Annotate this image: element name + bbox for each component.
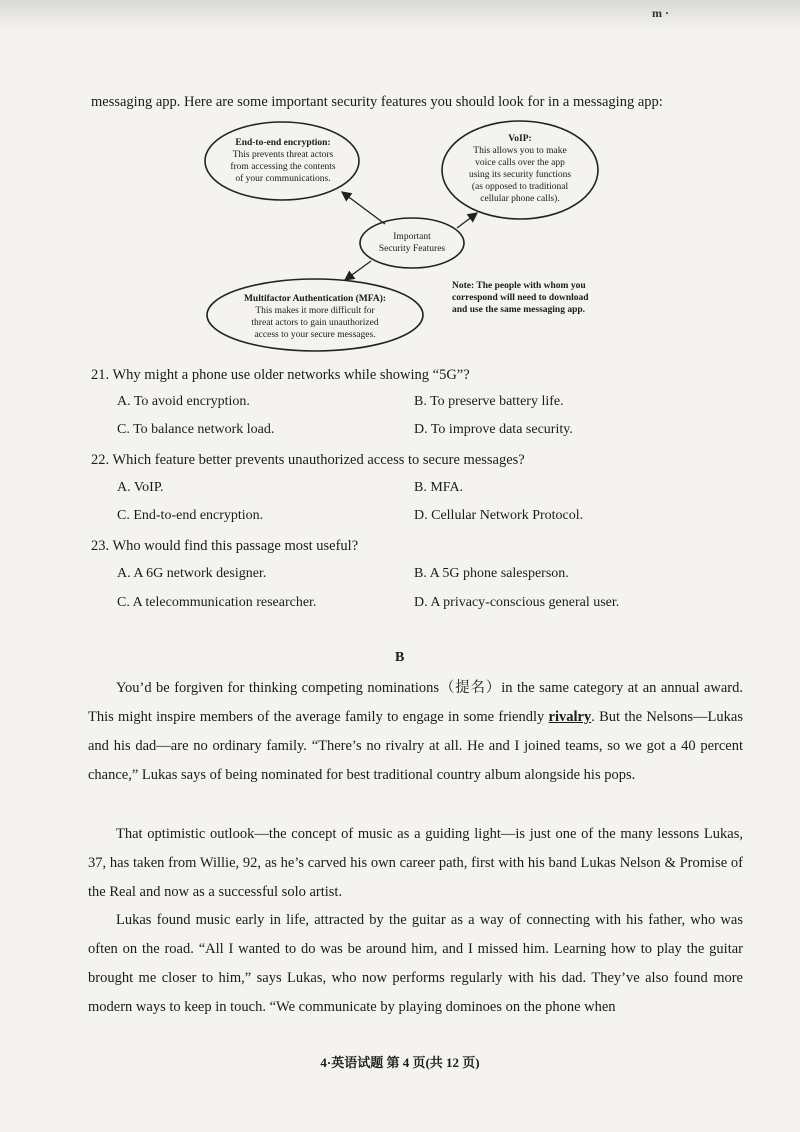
passage-paragraph-3: Lukas found music early in life, attracted by the guitar as a way of connecting with his father, who was often on the road. “All I wanted to do was be around him, and I missed him. Learning how to play the guitar brought me closer to him,” says Lukas, who now performs regularly with his dad. They’ve also found more modern ways to keep in touch. “We communicate by playing dominoes on the phone when — [88, 912, 743, 1015]
q21-option-d[interactable]: D. To improve data security. — [414, 422, 573, 437]
mfa-title: Multifactor Authentication (MFA): — [243, 294, 387, 304]
question-23: 23. Who would find this passage most useful? — [91, 538, 359, 554]
scan-top-shadow — [0, 0, 800, 30]
q22-option-c[interactable]: C. End-to-end encryption. — [117, 508, 264, 523]
q21-option-c[interactable]: C. To balance network load. — [117, 422, 275, 437]
passage-paragraph-1 — [88, 674, 743, 790]
mfa-line: threat actors to gain unauthorized — [251, 318, 379, 328]
note-line: correspond will need to download — [452, 293, 589, 303]
question-22: 22. Which feature better prevents unauthorized access to secure messages? — [91, 452, 525, 468]
arrow-to-voip — [457, 213, 477, 228]
note-line: Note: The people with whom you — [452, 281, 586, 291]
passage-paragraph-2: That optimistic outlook—the concept of music as a guiding light—is just one of the many lessons Lukas, 37, has taken from Willie, 92, as he’s carved his own career path, first with his band Lukas Nelson & Promise of the Real and now as a successful solo artist. — [88, 826, 743, 900]
passage-text: . But the Nelsons—Lukas and his dad—are no ordinary family. “There’s no rivalry at all. He and I joined teams, so we got a 40 percent chance,” Lukas says of being nominated for best traditional country album alongside his pops. — [88, 709, 743, 783]
center-line: Important — [393, 232, 431, 242]
q23-option-d[interactable]: D. A privacy-conscious general user. — [414, 595, 620, 610]
e2e-line: This prevents threat actors — [232, 150, 334, 160]
arrow-to-e2e — [342, 192, 385, 224]
mfa-text — [225, 293, 405, 341]
voip-line: using its security functions — [468, 170, 572, 180]
intro-line: messaging app. Here are some important security features you should look for in a messaging app: — [91, 94, 663, 110]
e2e-line: of your communications. — [235, 174, 331, 184]
q22-option-d[interactable]: D. Cellular Network Protocol. — [414, 508, 584, 523]
voip-text — [445, 133, 595, 205]
keyword-rivalry: rivalry — [548, 709, 592, 725]
mfa-line: access to your secure messages. — [254, 330, 376, 340]
passage-text: You’d be forgiven for thinking competing nominations（提名）in the same category at an annual award. This might inspire members of the average family to engage in some friendly — [88, 680, 743, 725]
question-21: 21. Why might a phone use older networks while showing “5G”? — [91, 367, 470, 383]
voip-line: cellular phone calls). — [480, 194, 560, 204]
header-marks: m · — [652, 6, 669, 20]
q23-option-c[interactable]: C. A telecommunication researcher. — [117, 595, 317, 610]
note-line: and use the same messaging app. — [452, 305, 586, 315]
q23-option-b[interactable]: B. A 5G phone salesperson. — [414, 566, 569, 581]
voip-line: voice calls over the app — [475, 158, 565, 168]
arrow-to-mfa — [345, 261, 371, 280]
diagram-note — [452, 280, 622, 316]
q21-option-a[interactable]: A. To avoid encryption. — [117, 394, 250, 409]
center-text — [362, 231, 462, 255]
e2e-text — [208, 137, 358, 185]
q23-option-a[interactable]: A. A 6G network designer. — [117, 566, 267, 581]
q22-option-a[interactable]: A. VoIP. — [117, 480, 164, 495]
e2e-line: from accessing the contents — [230, 162, 336, 172]
voip-line: This allows you to make — [473, 146, 567, 156]
page-footer: 4·英语试题 第 4 页(共 12 页) — [320, 1055, 480, 1070]
q21-option-b[interactable]: B. To preserve battery life. — [414, 394, 564, 409]
q22-option-b[interactable]: B. MFA. — [414, 480, 464, 495]
center-line: Security Features — [378, 244, 446, 254]
e2e-title: End-to-end encryption: — [235, 138, 331, 148]
voip-line: (as opposed to traditional — [471, 182, 569, 192]
voip-title: VoIP: — [508, 134, 532, 144]
mfa-line: This makes it more difficult for — [255, 306, 375, 316]
section-label: B — [395, 650, 405, 665]
